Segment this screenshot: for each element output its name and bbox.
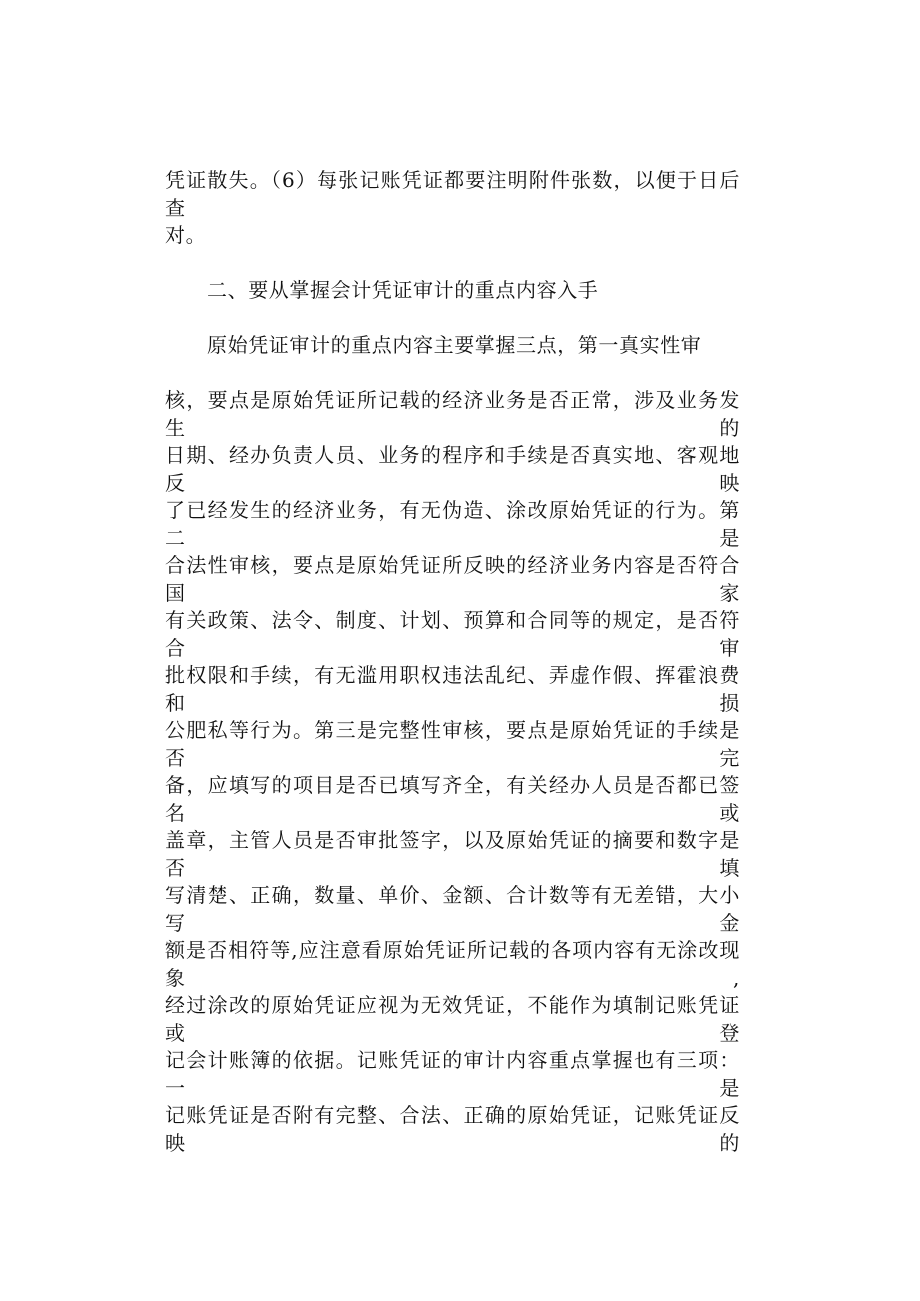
text-line-13: 盖章，主管人员是否审批签字，以及原始凭证的摘要和数字是否填 bbox=[165, 828, 740, 880]
text-line-4: 原始凭证审计的重点内容主要掌握三点，第一真实性审 bbox=[207, 333, 702, 357]
text-line-9: 有关政策、法令、制度、计划、预算和合同等的规定，是否符合审 bbox=[165, 608, 740, 660]
text-line-6: 日期、经办负责人员、业务的程序和手续是否真实地、客观地反映 bbox=[165, 443, 740, 495]
text-line-2: 对。 bbox=[165, 223, 207, 247]
text-line-18: 记账凭证是否附有完整、合法、正确的原始凭证，记账凭证反映的 bbox=[165, 1103, 740, 1155]
text-line-17: 记会计账簿的依据。记账凭证的审计内容重点掌握也有三项：一是 bbox=[165, 1048, 740, 1100]
text-line-11: 公肥私等行为。第三是完整性审核，要点是原始凭证的手续是否完 bbox=[165, 718, 740, 770]
section-heading: 二、要从掌握会计凭证审计的重点内容入手 bbox=[207, 278, 599, 302]
text-line-5: 核，要点是原始凭证所记载的经济业务是否正常，涉及业务发生的 bbox=[165, 388, 740, 440]
text-line-14: 写清楚、正确，数量、单价、金额、合计数等有无差错，大小写金 bbox=[165, 883, 740, 935]
text-line-10: 批权限和手续，有无滥用职权违法乱纪、弄虚作假、挥霍浪费和损 bbox=[165, 663, 740, 715]
text-line-12: 备，应填写的项目是否已填写齐全，有关经办人员是否都已签名或 bbox=[165, 773, 740, 825]
text-line-1: 凭证散失。（6）每张记账凭证都要注明附件张数，以便于日后查 bbox=[165, 168, 740, 220]
text-line-16: 经过涂改的原始凭证应视为无效凭证，不能作为填制记账凭证或登 bbox=[165, 993, 740, 1045]
text-line-8: 合法性审核，要点是原始凭证所反映的经济业务内容是否符合国家 bbox=[165, 553, 740, 605]
text-line-15: 额是否相符等,应注意看原始凭证所记载的各项内容有无涂改现象, bbox=[165, 938, 740, 990]
text-line-7: 了已经发生的经济业务，有无伪造、涂改原始凭证的行为。第二是 bbox=[165, 498, 740, 550]
